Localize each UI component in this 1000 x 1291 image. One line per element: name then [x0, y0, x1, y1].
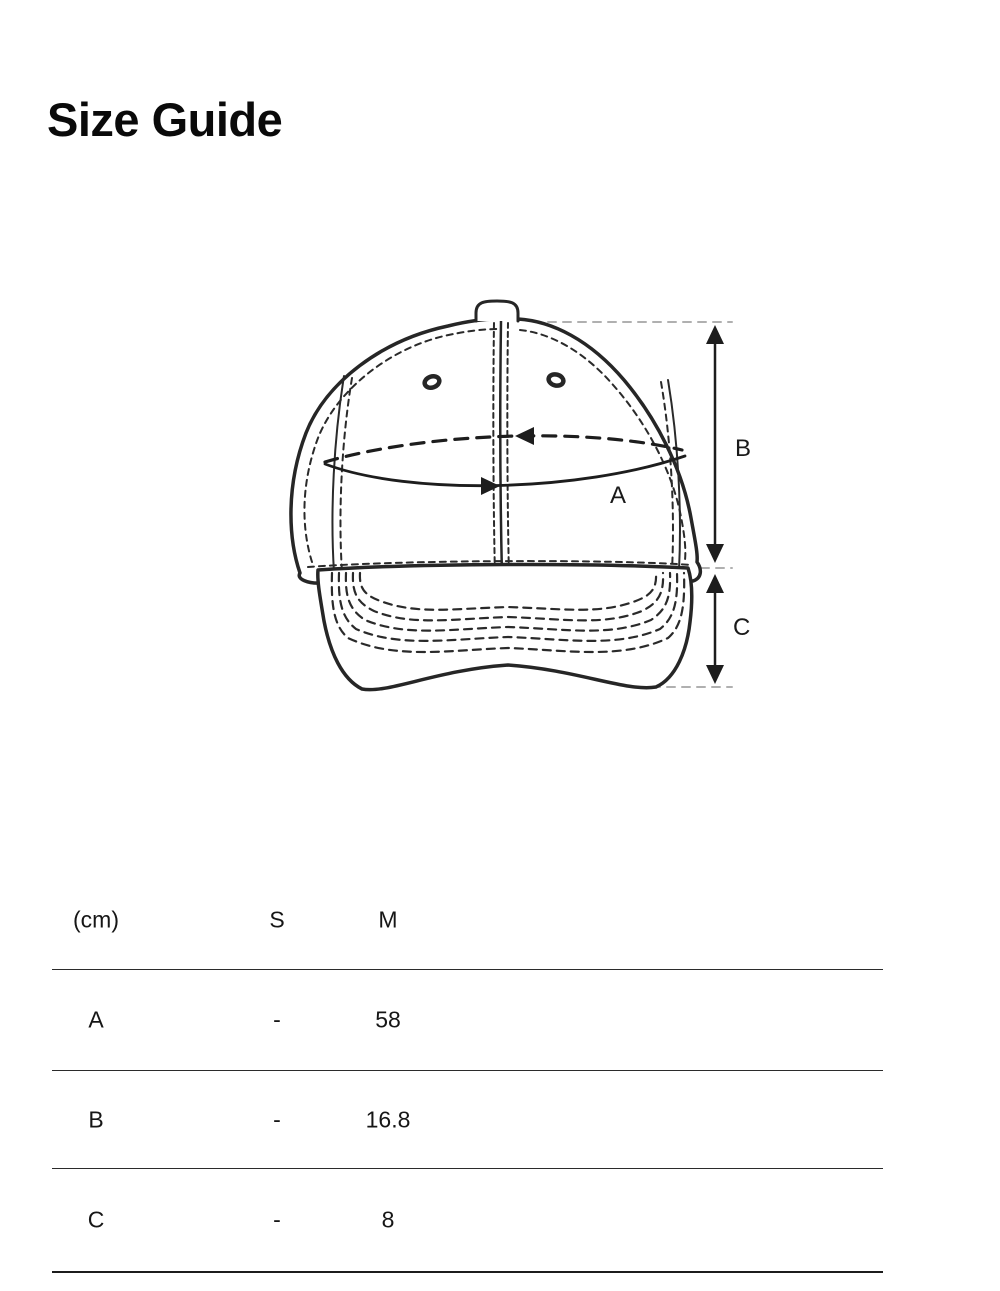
table-row	[52, 1169, 883, 1273]
size-table-header	[52, 890, 883, 970]
size-value-s: -	[273, 1006, 281, 1033]
cap-brim-outline	[318, 564, 692, 689]
column-header-s: S	[269, 906, 285, 933]
size-value-m: 58	[375, 1006, 401, 1033]
eyelet-right	[547, 373, 564, 388]
cap-crown-outline	[291, 319, 700, 583]
size-value-s: -	[273, 1206, 281, 1233]
size-value-m: 8	[381, 1206, 395, 1233]
table-row	[52, 970, 883, 1071]
label-b: B	[735, 435, 752, 462]
arrow-up-icon	[706, 325, 724, 344]
eyelet-left	[423, 374, 441, 389]
label-a: A	[610, 482, 627, 509]
size-table	[52, 890, 883, 1273]
size-value-s: -	[273, 1106, 281, 1132]
size-row-label: C	[87, 1206, 105, 1233]
dimension-arrow-c	[706, 574, 724, 684]
cap-measurement-diagram	[280, 290, 760, 710]
dimension-arrow-b	[706, 325, 724, 563]
label-c: C	[733, 614, 751, 641]
table-row	[52, 1071, 883, 1169]
cap-button	[476, 301, 518, 321]
column-header-m: M	[378, 906, 398, 933]
arrow-up-icon	[706, 574, 724, 593]
size-row-label: B	[88, 1106, 104, 1132]
arrow-down-icon	[706, 544, 724, 563]
size-value-m: 16.8	[365, 1106, 411, 1132]
arrow-down-icon	[706, 665, 724, 684]
unit-label: (cm)	[73, 906, 119, 933]
size-row-label: A	[88, 1006, 104, 1033]
page-title: Size Guide	[47, 93, 283, 146]
